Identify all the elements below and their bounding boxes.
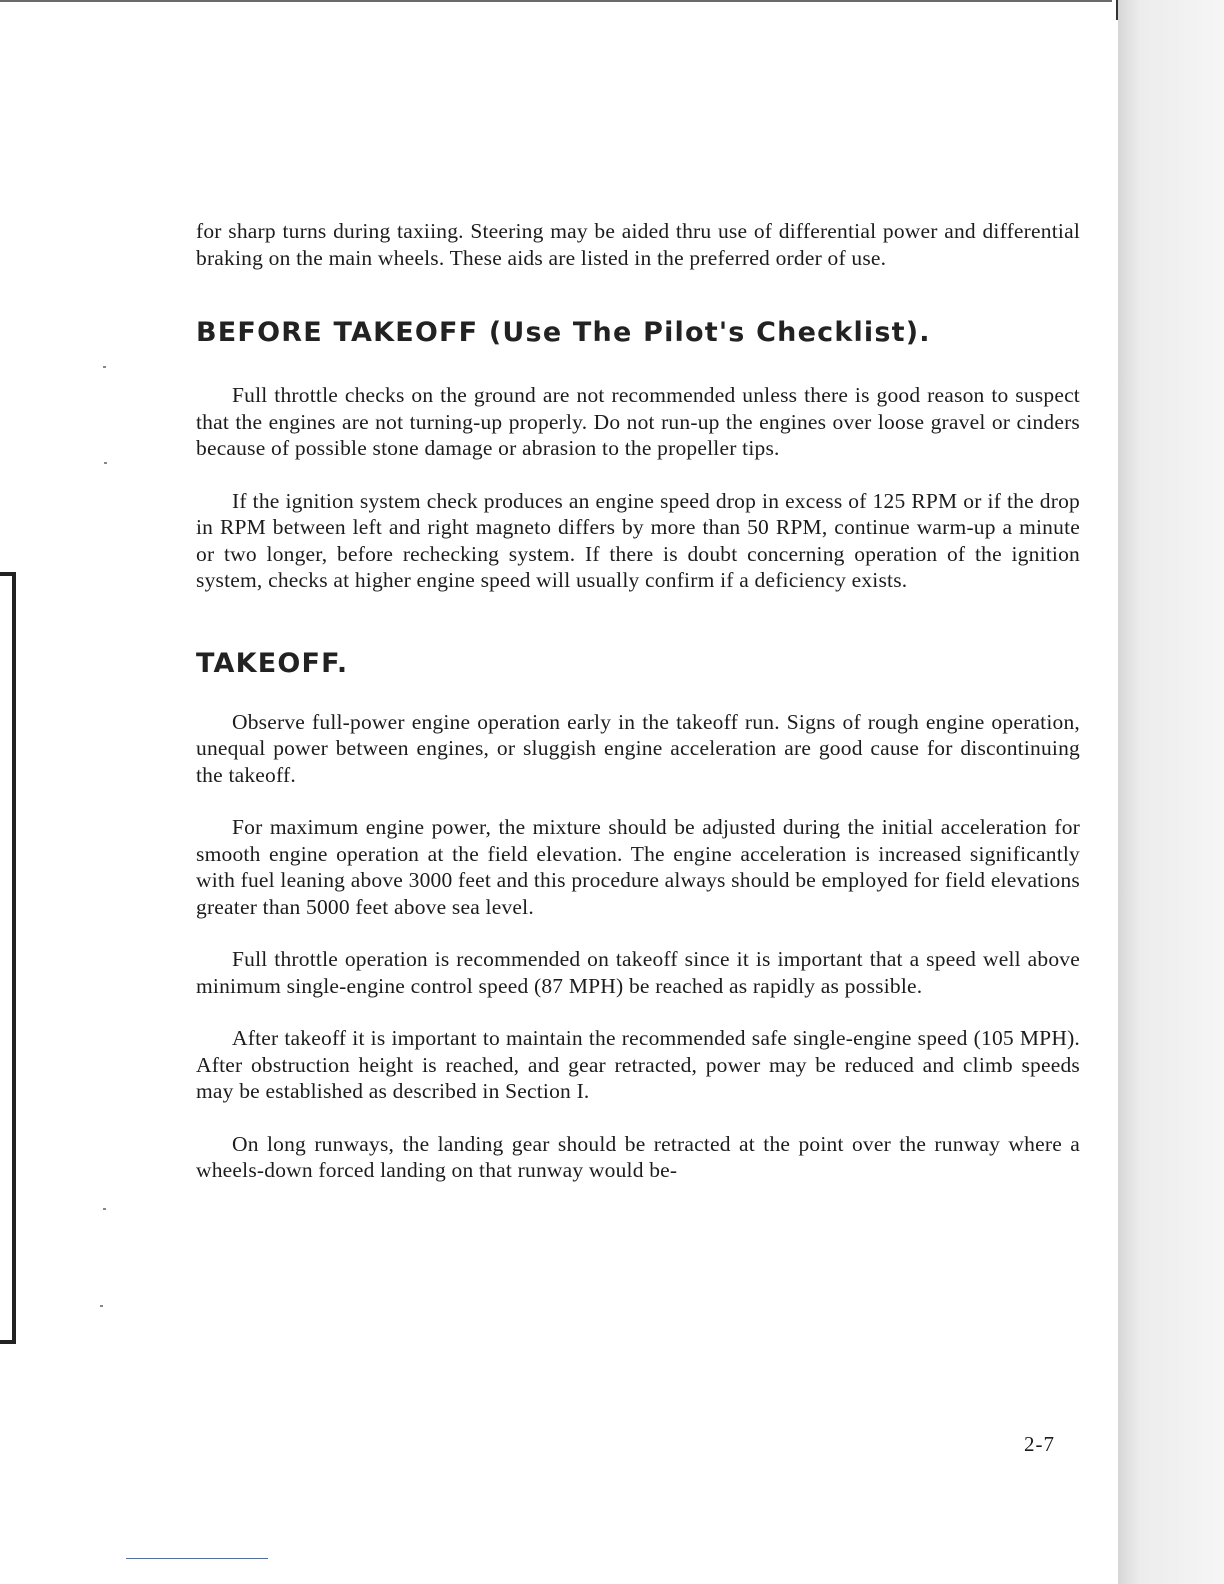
takeoff-heading: TAKEOFF. — [196, 647, 349, 679]
takeoff-paragraph: After takeoff it is important to maintain the recommended safe single-engine speed (105 MPH). After obstruction height is reached, and gear retracted, power may be reduced and climb speeds may be established as described in Section I. — [196, 1026, 1080, 1103]
scan-speck — [100, 1305, 103, 1307]
before-takeoff-heading: BEFORE TAKEOFF (Use The Pilot's Checklist). — [196, 317, 931, 348]
scan-speck — [104, 462, 107, 464]
footer-rule — [126, 1558, 268, 1559]
takeoff-paragraph: Full throttle operation is recommended on takeoff since it is important that a speed well above minimum single-engine control speed (87 MPH) be reached as rapidly as possible. — [196, 947, 1080, 998]
takeoff-paragraph: On long runways, the landing gear should be retracted at the point over the runway where a wheels-down forced landing on that runway would be- — [196, 1131, 1080, 1182]
takeoff-paragraph: Observe full-power engine operation early in the takeoff run. Signs of rough engine operation, unequal power between engines, or sluggish engine acceleration are good cause for discontinuing the takeoff. — [196, 709, 1080, 787]
takeoff-paragraph: For maximum engine power, the mixture should be adjusted during the initial acceleration for smooth engine operation at the field elevation. The engine acceleration is increased significantly with fuel leaning above 3000 feet and this procedure always should be employed for field elevations greater than 5000 feet above sea level. — [196, 815, 1080, 919]
before-takeoff-paragraph: If the ignition system check produces an engine speed drop in excess of 125 RPM or if the drop in RPM between left and right magneto differs by more than 50 RPM, continue warm-up a minute or two longer, before rechecking system. If there is doubt concerning operation of the ignition system, checks at higher engine speed will usually confirm if a deficiency exists. — [196, 488, 1080, 592]
intro-paragraph: for sharp turns during taxiing. Steering may be aided thru use of differential power and differential braking on the main wheels. These aids are listed in the preferred order of use. — [196, 219, 1080, 270]
revision-change-bar — [0, 572, 16, 1344]
page-number: 2-7 — [1024, 1432, 1055, 1456]
scan-speck — [103, 1208, 106, 1210]
page-top-edge — [0, 0, 1112, 2]
scan-speck — [103, 366, 106, 368]
document-body — [196, 218, 1080, 1184]
scan-gutter-mark — [1116, 0, 1118, 20]
before-takeoff-paragraph: Full throttle checks on the ground are not recommended unless there is good reason to suspect that the engines are not turning-up properly. Do not run-up the engines over loose gravel or cinders because of possible stone damage or abrasion to the propeller tips. — [196, 383, 1080, 460]
scan-gutter — [1118, 0, 1224, 1584]
